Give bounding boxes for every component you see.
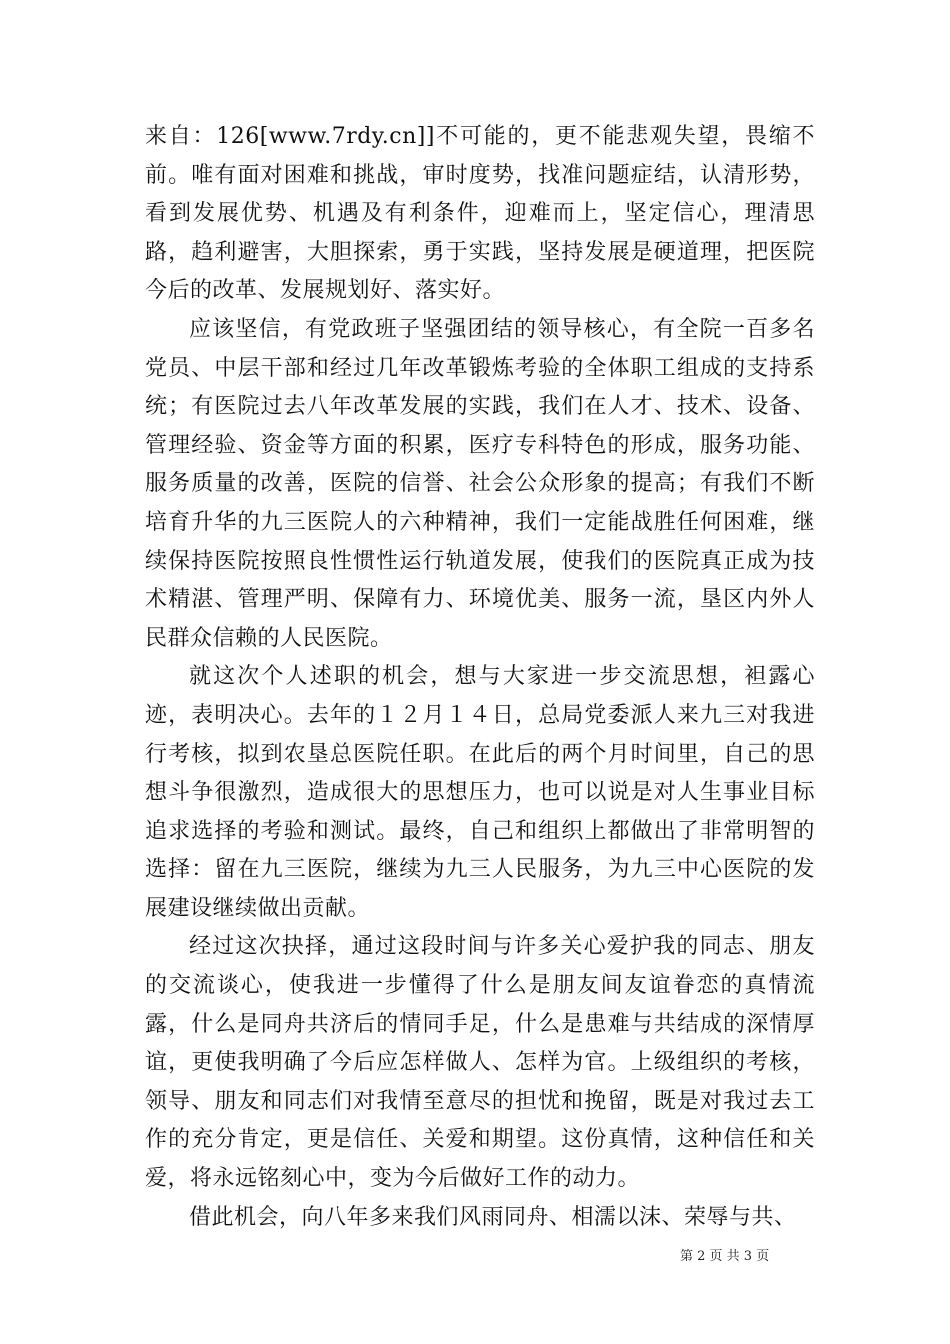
paragraph-3: 就这次个人述职的机会，想与大家进一步交流思想，袒露心迹，表明决心。去年的１２月１４日，总局党委派人来九三对我进行考核，拟到农垦总医院任职。在此后的两个月时间里，自己的思想斗争很激烈，造成很大的思想压力，也可以说是对人生事业目标追求选择的考验和测试。最终，自己和组织上都做出了非常明智的选择：留在九三医院，继续为九三人民服务，为九三中心医院的发展建设继续做出贡献。 [145,664,815,921]
paragraph-4: 经过这次抉择，通过这段时间与许多关心爱护我的同志、朋友的交流谈心，使我进一步懂得了什么是朋友间友谊眷恋的真情流露，什么是同舟共济后的情同手足，什么是患难与共结成的深情厚谊，更使我明确了今后应怎样做人、怎样为官。上级组织的考核，领导、朋友和同志们对我情至意尽的担忧和挽留，既是对我过去工作的充分肯定，更是信任、关爱和期望。这份真情，这种信任和关爱，将永远铭刻心中，变为今后做好工作的动力。 [145,934,815,1192]
document-body [145,118,815,1237]
paragraph-2: 应该坚信，有党政班子坚强团结的领导核心，有全院一百多名党员、中层干部和经过几年改革锻炼考验的全体职工组成的支持系统；有医院过去八年改革发展的实践，我们在人才、技术、设备、管理经验、资金等方面的积累，医疗专科特色的形成，服务功能、服务质量的改善，医院的信誉、社会公众形象的提高；有我们不断培育升华的九三医院人的六种精神，我们一定能战胜任何困难，继续保持医院按照良性惯性运行轨道发展，使我们的医院真正成为技术精湛、管理严明、保障有力、环境优美、服务一流，垦区内外人民群众信赖的人民医院。 [145,316,815,651]
paragraph-5: 借此机会，向八年多来我们风雨同舟、相濡以沫、荣辱与共、 [189,1204,797,1230]
paragraph-1: 来自：126[www.7rdy.cn]]不可能的，更不能悲观失望，畏缩不前。唯有面对困难和挑战，审时度势，找准问题症结，认清形势，看到发展优势、机遇及有利条件，迎难而上，坚定信心，理清思路，趋利避害，大胆探索，勇于实践，坚持发展是硬道理，把医院今后的改革、发展规划好、落实好。 [145,124,815,304]
page-number-footer: 第 2 页 共 3 页 [680,1249,770,1264]
